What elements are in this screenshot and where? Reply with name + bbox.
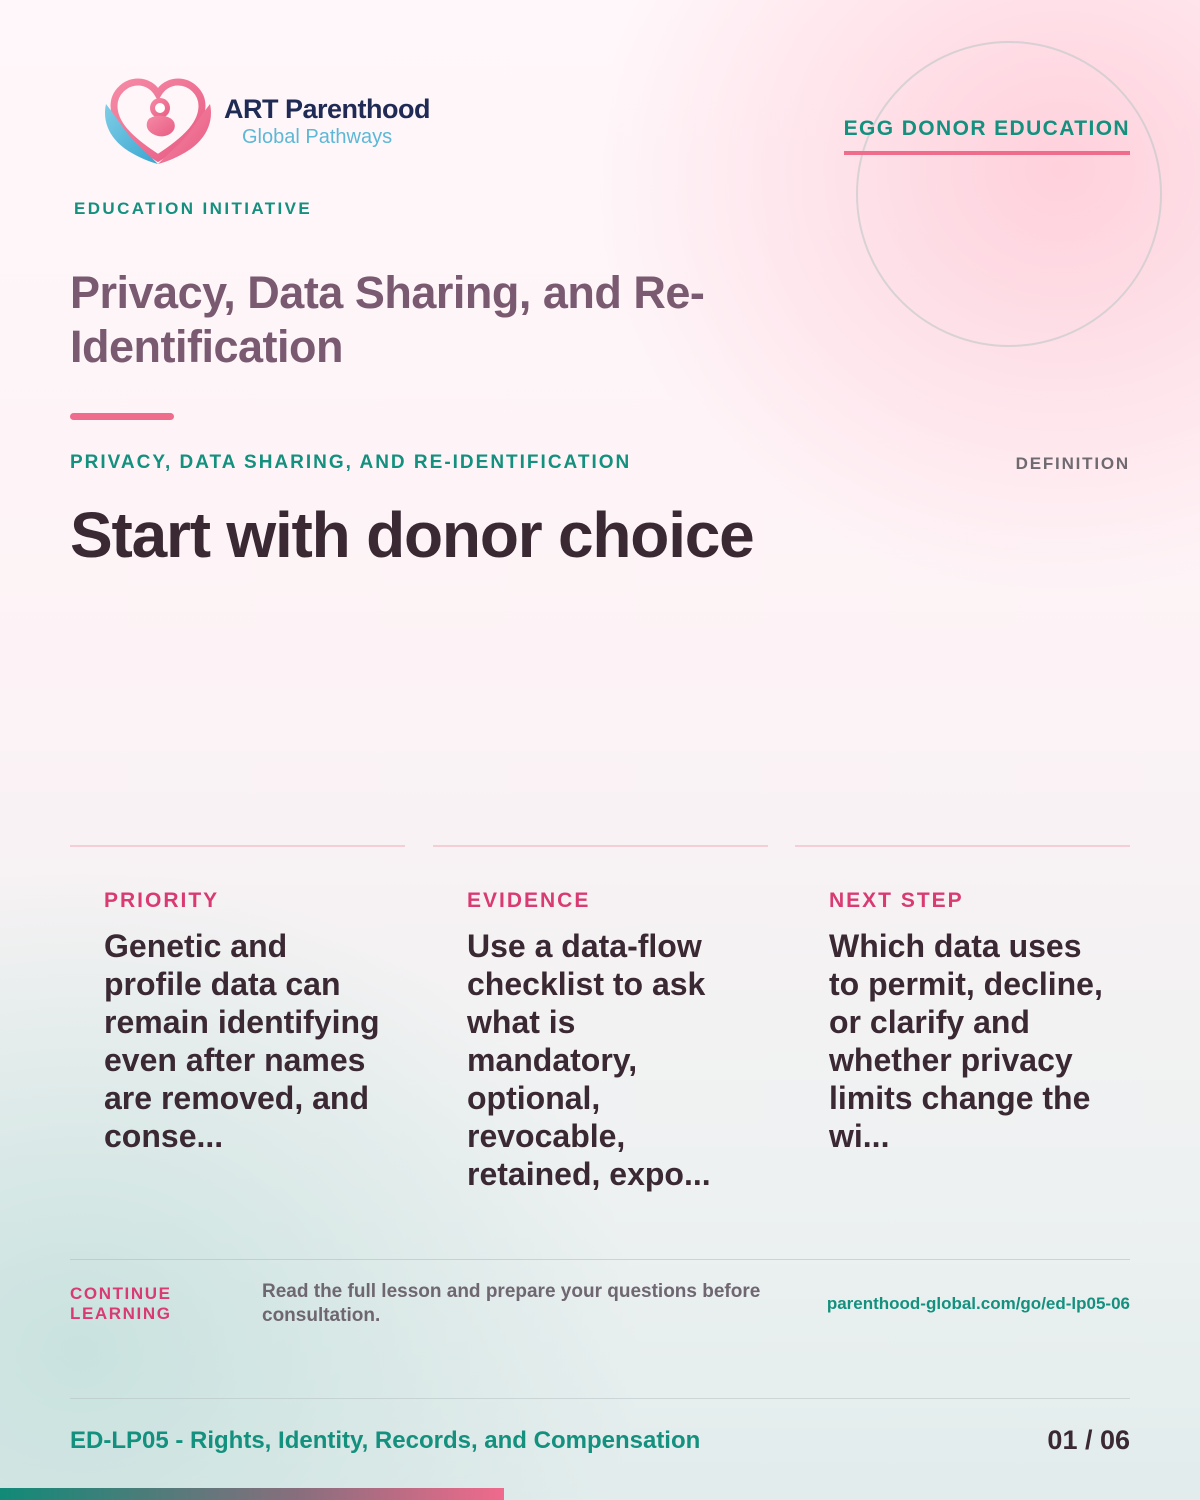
column-label: NEXT STEP — [829, 889, 964, 912]
column-label: EVIDENCE — [467, 889, 591, 912]
column-text: Which data uses to permit, decline, or clarify and whether privacy limits change the wi... — [829, 928, 1103, 1154]
continue-learning-text: Read the full lesson and prepare your questions before consultation. — [262, 1281, 761, 1326]
page-counter: 01 / 06 — [1047, 1425, 1130, 1455]
lesson-link[interactable]: parenthood-global.com/go/ed-lp05-06 — [826, 1294, 1130, 1313]
progress-bar — [0, 1488, 1200, 1500]
heart-hands-baby-icon — [100, 74, 216, 170]
continue-learning-label: CONTINUE LEARNING — [70, 1284, 172, 1323]
decorative-circle — [856, 41, 1162, 347]
continue-learning-section — [70, 1259, 1130, 1399]
brand-logo — [100, 74, 440, 170]
title-divider — [70, 413, 174, 420]
section-label: PRIVACY, DATA SHARING, AND RE-IDENTIFICATION — [70, 452, 632, 473]
info-columns — [70, 845, 1130, 1205]
brand-name: ART Parenthood — [224, 94, 430, 124]
column-priority — [70, 845, 405, 1207]
course-title: ED-LP05 - Rights, Identity, Records, and Compensation — [70, 1427, 701, 1454]
initiative-label: EDUCATION INITIATIVE — [74, 199, 313, 218]
progress-bar-fill — [0, 1488, 504, 1500]
lesson-title: Privacy, Data Sharing, and Re-Identification — [70, 267, 705, 372]
column-next-step — [795, 845, 1130, 1207]
category-tag: EGG DONOR EDUCATION — [844, 117, 1130, 155]
brand-subtitle: Global Pathways — [242, 126, 393, 148]
column-text: Genetic and profile data can remain identifying even after names are removed, and conse... — [104, 928, 380, 1154]
column-text: Use a data-flow checklist to ask what is mandatory, optional, revocable, retained, expo... — [467, 928, 711, 1192]
headline: Start with donor choice — [70, 499, 754, 571]
column-label: PRIORITY — [104, 889, 220, 912]
column-evidence — [433, 845, 768, 1207]
card-type-label: DEFINITION — [1015, 454, 1130, 473]
